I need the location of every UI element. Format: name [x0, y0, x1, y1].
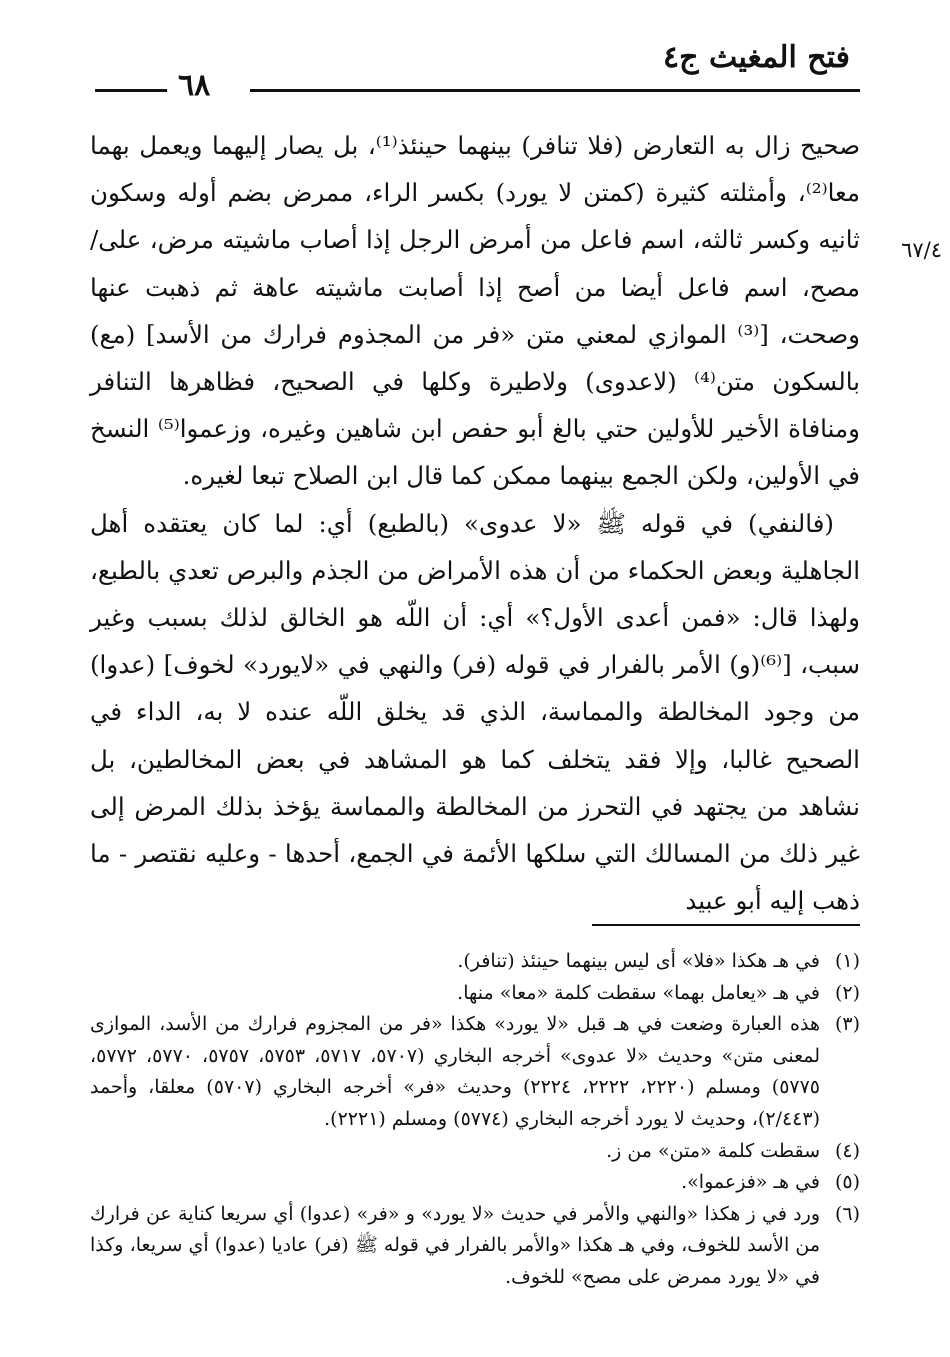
footnote-text: في هـ «فزعموا». — [681, 1171, 820, 1194]
footnote-number: (٣) — [834, 1013, 860, 1036]
footnote-number: (١) — [834, 950, 860, 972]
footnote-text: هذه العبارة وضعت في هـ قبل «لا يورد» هكذا «فر من المجزوم فرارك من الأسد، الموازى لمعنى متن» وحديث «لا عدوى» أخرجه البخاري (٥٧٠٧، ٥٧١٧، ٥٧٥٣، ٥٧٥٧، ٥٧٧٠، ٥٧٧٢، ٥٧٧٥) ومسلم (٢٢٢٠، ٢٢٢٢، ٢٢٢٤) وحديث «فر» أخرجه البخاري (٥٧٠٧) معلقا، وأحمد (٢/٤٤٣)، وحديث لا يورد أخرجه البخاري (٥٧٧٤) ومسلم (٢٢٢١). — [90, 1013, 821, 1130]
footnote-5 — [90, 1167, 860, 1199]
footnote-text: في هـ هكذا «فلا» أى ليس بينهما حينئذ (تنافر). — [457, 950, 820, 972]
main-text — [90, 122, 860, 924]
footnote-2 — [90, 978, 860, 1010]
footnote-number: (٢) — [834, 981, 860, 1004]
footnote-separator — [592, 924, 860, 926]
paragraph-1: صحيح زال به التعارض (فلا تنافر) بينهما حينئذ⁽¹⁾، بل يصار إليهما ويعمل بهما معا⁽²⁾، وأمثلته كثيرة (كمتن لا يورد) بكسر الراء، ممرض بضم أوله وسكون ثانيه وكسر ثالثه، اسم فاعل من أمرض الرجل إذا أصاب ماشيته مرض، على/ مصح، اسم فاعل أيضا من أصح إذا أصابت ماشيته عاهة ثم ذهبت عنها وصحت، [⁽³⁾ الموازي لمعني متن «فر من المجذوم فرارك من الأسد] (مع) بالسكون متن⁽⁴⁾ (لاعدوى) ولاطيرة وكلها في الصحيح، فظاهرها التنافر ومنافاة الأخير للأولين حتي بالغ أبو حفص ابن شاهين وغيره، وزعموا⁽⁵⁾ النسخ في الأولين، ولكن الجمع بينهما ممكن كما قال ابن الصلاح تبعا لغيره. — [90, 131, 860, 491]
header-rule — [250, 89, 860, 92]
footnote-number: (٥) — [834, 1171, 860, 1194]
footnote-text: في هـ «يعامل بهما» سقطت كلمة «معا» منها. — [457, 981, 820, 1004]
header-rule-short — [95, 89, 167, 92]
footnotes — [90, 946, 860, 1294]
footnote-4 — [90, 1136, 860, 1168]
margin-reference: ٦٧/٤ — [901, 238, 942, 262]
footnote-6 — [90, 1199, 860, 1294]
footnote-number: (٦) — [834, 1202, 860, 1225]
footnote-3 — [90, 1009, 860, 1135]
footnote-text: سقطت كلمة «متن» من ز. — [606, 1139, 820, 1162]
running-title: فتح المغيث ج٤ — [663, 40, 850, 75]
footnote-number: (٤) — [834, 1139, 860, 1162]
page-number: ٦٨ — [178, 68, 211, 103]
paragraph-2: (فالنفي) في قوله ﷺ «لا عدوى» (بالطبع) أي: لما كان يعتقده أهل الجاهلية وبعض الحكماء من أن هذه الأمراض من الجذم والبرص تعدي بالطبع، ولهذا قال: «فمن أعدى الأول؟» أي: أن اللّه هو الخالق لذلك بسبب وغير سبب، [⁽⁶⁾(و) الأمر بالفرار في قوله (فر) والنهي في «لايورد» لخوف] (عدوا) من وجود المخالطة والمماسة، الذي قد يخلق اللّه عنده لا به، الداء في الصحيح غالبا، وإلا فقد يتخلف كما هو المشاهد في بعض المخالطين، بل نشاهد من يجتهد في التحرز من المخالطة والمماسة يؤخذ بذلك المرض إلى غير ذلك من المسالك التي سلكها الأئمة في الجمع، أحدها - وعليه نقتصر - ما ذهب إليه أبو عبيد — [90, 508, 861, 916]
footnote-1 — [90, 946, 860, 978]
footnote-text: ورد في ز هكذا «والنهي والأمر في حديث «لا يورد» و «فر» (عدوا) أي سريعا كناية عن فرارك من الأسد للخوف، وفي هـ هكذا «والأمر بالفرار في قوله ﷺ (فر) عاديا (عدوا) أي سريعا، وكذا في «لا يورد ممرض على مصح» للخوف. — [90, 1202, 820, 1288]
